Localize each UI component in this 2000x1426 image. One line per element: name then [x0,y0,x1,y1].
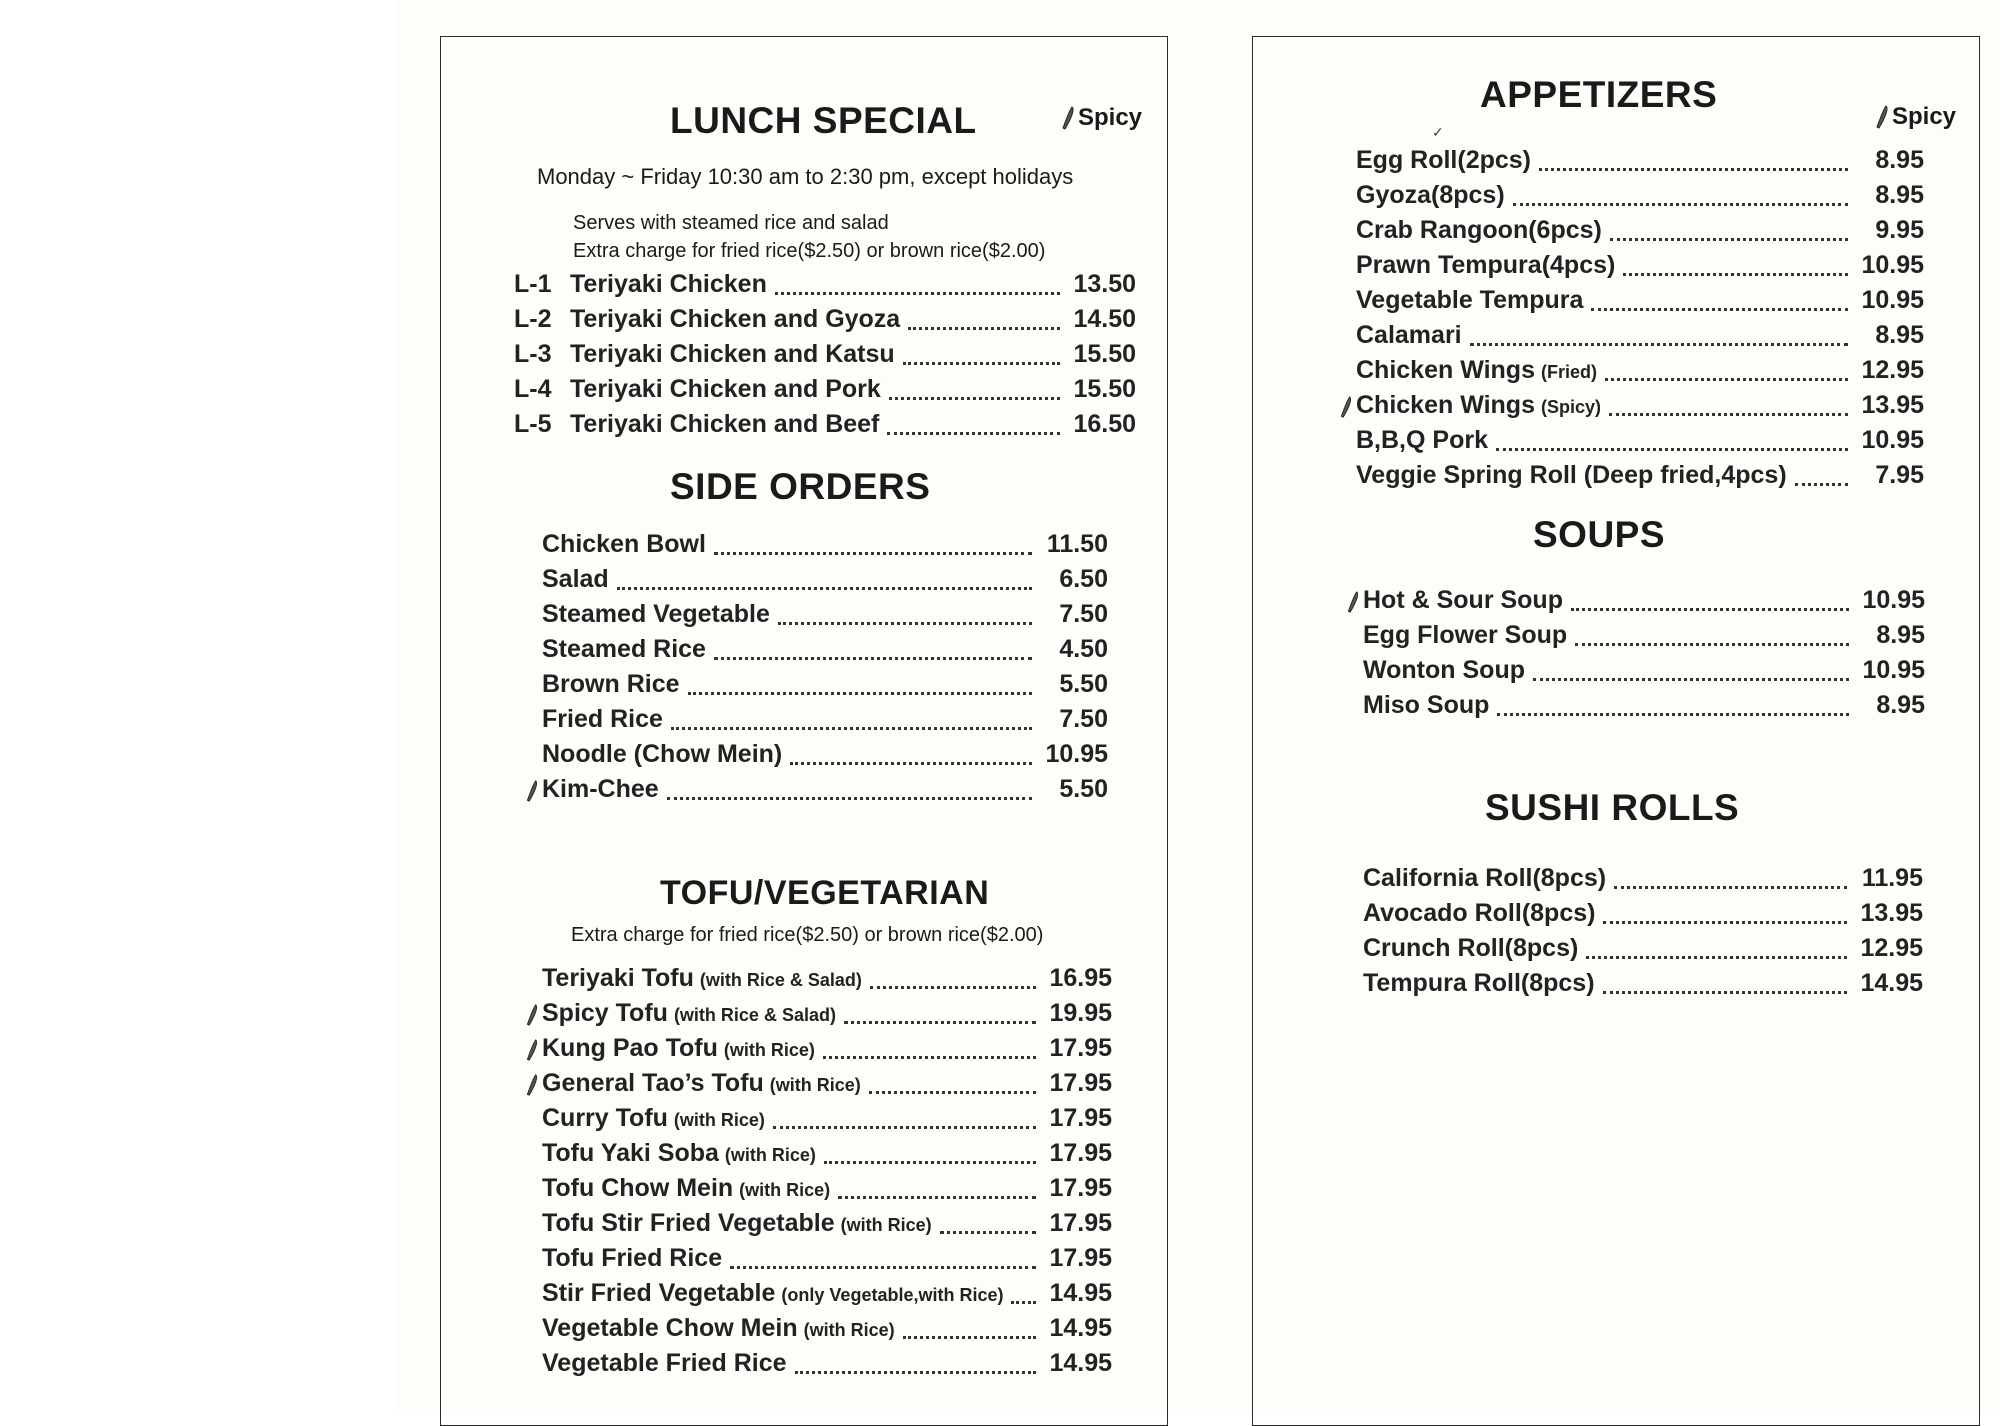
menu-item-name: Calamari [1356,321,1462,349]
dot-leader [1513,202,1848,206]
pepper-icon [524,779,540,803]
menu-item-note: (with Rice) [724,1145,816,1165]
menu-item [514,340,1136,374]
pepper-icon [524,1073,540,1097]
menu-item-name: General Tao’s Tofu [542,1069,764,1097]
menu-item [542,530,1108,564]
tofu-extra-note: Extra charge for fried rice($2.50) or brown rice($2.00) [571,924,1044,946]
menu-item [1356,181,1924,215]
menu-item-price: 12.95 [1860,934,1923,962]
pepper-icon [1874,104,1890,130]
menu-item-code: L-1 [514,270,552,298]
menu-item-name: Fried Rice [542,705,663,733]
menu-item-price: 14.95 [1049,1349,1112,1377]
menu-item-name: Teriyaki Tofu [542,964,694,992]
dot-leader [617,586,1032,590]
menu-item-price: 17.95 [1049,1244,1112,1272]
menu-item-price: 8.95 [1875,321,1924,349]
menu-item-name: Vegetable Chow Mein [542,1314,798,1342]
menu-item-name: Crunch Roll(8pcs) [1363,934,1579,962]
menu-item [1363,656,1925,690]
menu-item [514,410,1136,444]
dot-leader [1571,607,1849,611]
dot-leader [908,326,1060,330]
dot-leader [869,1090,1036,1094]
menu-item [542,635,1108,669]
menu-item-price: 17.95 [1049,1104,1112,1132]
menu-item [542,1279,1112,1313]
menu-item-name: Vegetable Fried Rice [542,1349,787,1377]
menu-item [1363,934,1923,968]
pepper-icon [524,1003,540,1027]
menu-item-price: 10.95 [1861,286,1924,314]
menu-item-name: Tempura Roll(8pcs) [1363,969,1595,997]
pepper-icon [524,1038,540,1062]
menu-item-price: 15.50 [1073,340,1136,368]
tofu-vegetarian-title: TOFU/VEGETARIAN [660,874,990,912]
dot-leader [889,396,1060,400]
dot-leader [1603,990,1847,994]
spicy-legend-label: Spicy [1078,104,1143,131]
menu-item-code: L-5 [514,410,552,438]
spicy-marker [1338,395,1354,419]
menu-item-name: Tofu Yaki Soba [542,1139,719,1167]
dot-leader [688,691,1032,695]
menu-item-price: 13.50 [1073,270,1136,298]
menu-item [542,1174,1112,1208]
dot-leader [1605,377,1848,381]
menu-item-price: 16.50 [1073,410,1136,438]
menu-item [542,600,1108,634]
dot-leader [1603,920,1847,924]
menu-item-price: 10.95 [1862,586,1925,614]
dot-leader [1591,307,1848,311]
menu-item-note: (only Vegetable,with Rice) [781,1285,1004,1305]
spicy-marker [524,779,540,803]
menu-item-price: 8.95 [1876,691,1925,719]
menu-item-name: Tofu Chow Mein [542,1174,734,1202]
dot-leader [838,1195,1036,1199]
menu-item [542,565,1108,599]
menu-item-price: 16.95 [1049,964,1112,992]
menu-item-name: Wonton Soup [1363,656,1525,684]
menu-item-price: 12.95 [1861,356,1924,384]
menu-item-price: 7.95 [1875,461,1924,489]
menu-item-name: Brown Rice [542,670,680,698]
menu-item-note: (with Rice) [673,1110,765,1130]
menu-item-name: Vegetable Tempura [1356,286,1584,314]
dot-leader [1795,482,1848,486]
dot-leader [824,1160,1036,1164]
menu-item-price: 13.95 [1860,899,1923,927]
menu-item [542,1104,1112,1138]
menu-item-price: 19.95 [1049,999,1112,1027]
menu-item-name: Steamed Rice [542,635,706,663]
menu-item [1356,146,1924,180]
dot-leader [773,1125,1036,1129]
menu-item-note: (with Rice) [739,1180,831,1200]
check-mark: ✓ [1432,124,1444,140]
sushi-rolls-title: SUSHI ROLLS [1485,787,1740,828]
side-orders-title: SIDE ORDERS [670,466,931,507]
menu-item-note: (with Rice) [723,1040,815,1060]
menu-item-name: Stir Fried Vegetable [542,1279,776,1307]
menu-item-price: 14.95 [1049,1314,1112,1342]
pepper-icon [1060,105,1076,131]
menu-item [542,670,1108,704]
menu-item-name: Teriyaki Chicken and Gyoza [570,305,901,333]
dot-leader [940,1230,1036,1234]
menu-item-price: 14.95 [1049,1279,1112,1307]
pepper-icon [1338,395,1354,419]
menu-item-name: Curry Tofu [542,1104,668,1132]
menu-item [542,740,1108,774]
menu-item [542,775,1108,809]
dot-leader [671,726,1032,730]
menu-item-name: Noodle (Chow Mein) [542,740,783,768]
menu-item-price: 17.95 [1049,1139,1112,1167]
menu-item-name: Tofu Fried Rice [542,1244,723,1272]
menu-item [1363,969,1923,1003]
menu-item-price: 8.95 [1875,181,1924,209]
menu-item [1356,391,1924,425]
menu-item-note: (Fried) [1540,362,1597,382]
dot-leader [870,985,1036,989]
dot-leader [714,551,1032,555]
menu-item-name: Veggie Spring Roll (Deep fried,4pcs) [1356,461,1787,489]
dot-leader [1610,237,1848,241]
menu-item-name: Hot & Sour Soup [1363,586,1563,614]
soups-title: SOUPS [1533,514,1666,555]
dot-leader [667,796,1032,800]
menu-item-price: 7.50 [1059,600,1108,628]
menu-item-price: 7.50 [1059,705,1108,733]
menu-item [1356,286,1924,320]
menu-item-price: 13.95 [1861,391,1924,419]
menu-item-note: (with Rice) [769,1075,861,1095]
menu-item [542,1349,1112,1383]
menu-item [1356,426,1924,460]
menu-item-price: 17.95 [1049,1174,1112,1202]
menu-item [542,999,1112,1033]
dot-leader [903,1335,1036,1339]
menu-item-code: L-3 [514,340,552,368]
dot-leader [730,1265,1036,1269]
menu-item [1356,321,1924,355]
menu-item-name: Gyoza(8pcs) [1356,181,1505,209]
menu-item [1356,216,1924,250]
menu-item-name: Salad [542,565,609,593]
menu-item-name: Chicken Wings [1356,391,1535,419]
pepper-icon [1345,590,1361,614]
dot-leader [1470,342,1848,346]
menu-item-name: B,B,Q Pork [1356,426,1488,454]
menu-item-price: 9.95 [1875,216,1924,244]
menu-item-name: Crab Rangoon(6pcs) [1356,216,1602,244]
lunch-serves-note: Serves with steamed rice and salad [573,212,889,234]
menu-item-name: Tofu Stir Fried Vegetable [542,1209,835,1237]
menu-item-name: Chicken Bowl [542,530,706,558]
menu-item-name: Kim-Chee [542,775,659,803]
menu-item-price: 17.95 [1049,1209,1112,1237]
dot-leader [1533,677,1849,681]
menu-item-price: 10.95 [1861,426,1924,454]
menu-item-code: L-2 [514,305,552,333]
menu-item-note: (with Rice & Salad) [673,1005,836,1025]
menu-item-note: (with Rice) [840,1215,932,1235]
menu-item-price: 8.95 [1875,146,1924,174]
dot-leader [844,1020,1036,1024]
dot-leader [714,656,1032,660]
menu-item-name: Avocado Roll(8pcs) [1363,899,1596,927]
menu-item-note: (with Rice) [803,1320,895,1340]
spicy-marker [1345,590,1361,614]
menu-item-name: California Roll(8pcs) [1363,864,1607,892]
menu-item-note: (with Rice & Salad) [699,970,862,990]
menu-item [1363,621,1925,655]
menu-item-price: 4.50 [1059,635,1108,663]
dot-leader [1609,412,1848,416]
dot-leader [1575,642,1849,646]
spicy-marker [524,1073,540,1097]
menu-item-name: Teriyaki Chicken and Katsu [570,340,895,368]
spicy-legend [1060,104,1142,132]
dot-leader [1496,447,1848,451]
menu-item-name: Teriyaki Chicken and Pork [570,375,881,403]
menu-item-price: 14.50 [1073,305,1136,333]
menu-item [542,964,1112,998]
menu-item-price: 15.50 [1073,375,1136,403]
appetizers-spicy-legend-label: Spicy [1892,103,1957,130]
menu-item-name: Teriyaki Chicken [570,270,767,298]
menu-item-note: (Spicy) [1540,397,1601,417]
menu-item [1356,461,1924,495]
menu-item-name: Chicken Wings [1356,356,1535,384]
menu-item-name: Miso Soup [1363,691,1490,719]
dot-leader [1539,167,1848,171]
menu-item [514,305,1136,339]
dot-leader [1623,272,1848,276]
menu-item-code: L-4 [514,375,552,403]
menu-item [1363,691,1925,725]
menu-item [542,1139,1112,1173]
dot-leader [1497,712,1849,716]
menu-item-price: 8.95 [1876,621,1925,649]
appetizers-title: APPETIZERS [1480,74,1718,115]
menu-item [514,375,1136,409]
lunch-special-title: LUNCH SPECIAL [670,100,977,141]
menu-item-price: 10.95 [1862,656,1925,684]
dot-leader [795,1370,1036,1374]
menu-item-price: 5.50 [1059,670,1108,698]
menu-item [1363,586,1925,620]
menu-item-price: 6.50 [1059,565,1108,593]
menu-item-price: 5.50 [1059,775,1108,803]
menu-item [1356,356,1924,390]
menu-item [1363,864,1923,898]
dot-leader [1586,955,1847,959]
menu-item-price: 17.95 [1049,1069,1112,1097]
dot-leader [778,621,1032,625]
dot-leader [903,361,1060,365]
menu-item-price: 11.95 [1861,864,1923,892]
dot-leader [790,761,1032,765]
dot-leader [1614,885,1847,889]
menu-item [1363,899,1923,933]
menu-item-name: Prawn Tempura(4pcs) [1356,251,1616,279]
dot-leader [1011,1300,1036,1304]
menu-item [514,270,1136,304]
menu-item [542,705,1108,739]
dot-leader [887,431,1060,435]
appetizers-spicy-legend [1874,103,1956,131]
menu-item-price: 11.50 [1046,530,1108,558]
menu-item-name: Steamed Vegetable [542,600,770,628]
menu-item-name: Egg Flower Soup [1363,621,1568,649]
menu-item-price: 10.95 [1045,740,1108,768]
menu-item [542,1244,1112,1278]
spicy-marker [524,1003,540,1027]
menu-item [1356,251,1924,285]
menu-item [542,1209,1112,1243]
menu-item-name: Egg Roll(2pcs) [1356,146,1532,174]
menu-item-name: Kung Pao Tofu [542,1034,718,1062]
lunch-hours: Monday ~ Friday 10:30 am to 2:30 pm, except holidays [537,164,1074,189]
dot-leader [823,1055,1036,1059]
dot-leader [775,291,1060,295]
menu-item [542,1314,1112,1348]
menu-item-name: Teriyaki Chicken and Beef [570,410,880,438]
spicy-marker [524,1038,540,1062]
menu-item-price: 10.95 [1861,251,1924,279]
menu-item-price: 14.95 [1860,969,1923,997]
menu-item-price: 17.95 [1049,1034,1112,1062]
menu-item [542,1034,1112,1068]
menu-item-name: Spicy Tofu [542,999,668,1027]
menu-item [542,1069,1112,1103]
lunch-extra-note: Extra charge for fried rice($2.50) or brown rice($2.00) [573,240,1046,262]
